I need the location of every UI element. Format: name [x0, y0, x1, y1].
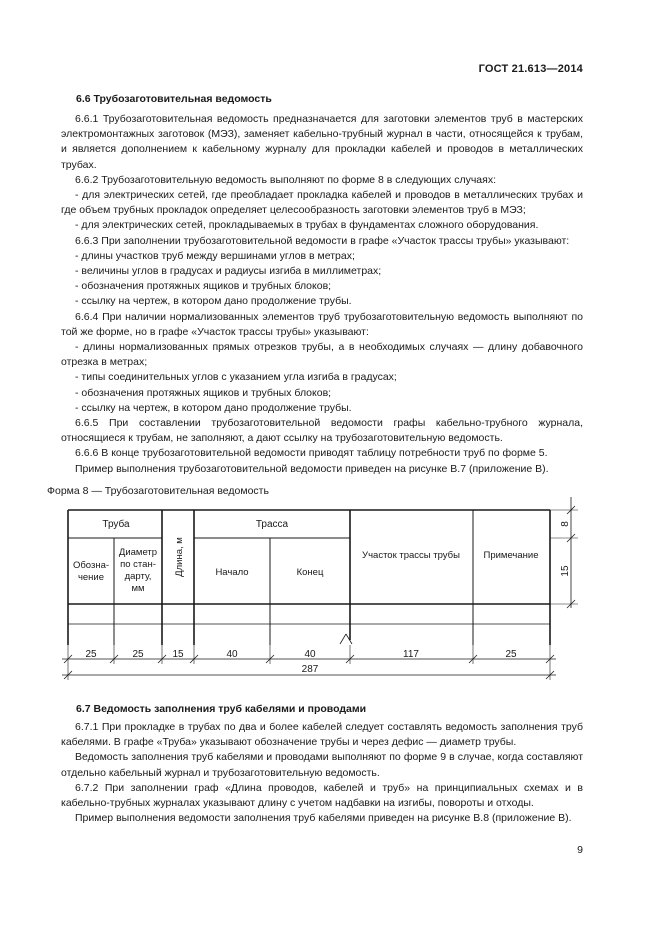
paragraph: - для электрических сетей, где преобладает прокладка кабелей и проводов в металлических трубах и где объем трубных прокладок определяет целесообразность заготовки элементов труб в МЭЗ; — [61, 189, 583, 217]
header-diameter-4: мм — [131, 583, 145, 594]
paragraph: 6.6.5 При составлении трубозаготовительной ведомости графы кабельно-трубного журнала, относящиеся к трубам, не заполняют, а дают ссылку на трубозаготовительную ведомость. — [61, 417, 583, 445]
header-start: Начало — [215, 567, 249, 578]
paragraph: 6.6.2 Трубозаготовительную ведомость выполняют по форме 8 в следующих случаях: — [75, 173, 497, 186]
section-6-6-title: 6.6 Трубозаготовительная ведомость — [76, 93, 272, 105]
paragraph: - ссылку на чертеж, в котором дано продолжение трубы. — [75, 295, 352, 308]
header-segment: Участок трассы трубы — [362, 550, 460, 561]
paragraph: 6.6.1 Трубозаготовительная ведомость предназначается для заготовки элементов труб в мастерских электромонтажных заготовок (МЭЗ), заменяет кабельно-трубный журнал в части, относящейся к трубам, и является дополнением к кабельному журналу для прокладки кабелей и проводов в металлических трубах. — [61, 113, 583, 171]
page-number: 9 — [577, 844, 583, 856]
header-pipe: Труба — [102, 519, 130, 530]
dim-total-width: 287 — [301, 664, 319, 675]
paragraph: 6.7.2 При заполнении граф «Длина проводов, кабелей и труб» на принципиальных схемах и в кабельно-трубных журналах указывают длину с учетом надбавки на изгибы, повороты и отходы. — [61, 781, 583, 810]
paragraph: - ссылку на чертеж, в котором дано продолжение трубы. — [75, 401, 352, 414]
document-header: ГОСТ 21.613—2014 — [478, 63, 583, 75]
header-diameter-3: дарту, — [124, 571, 152, 582]
paragraph: - обозначения протяжных ящиков и трубных блоков; — [75, 386, 332, 399]
header-note: Примечание — [483, 550, 539, 561]
header-length: Длина, м — [174, 537, 185, 577]
header-diameter-1: Диаметр — [118, 547, 158, 558]
paragraph: Пример выполнения трубозаготовительной ведомости приведен на рисунке В.7 (приложение В). — [75, 462, 549, 475]
header-diameter-2: по стан- — [120, 559, 156, 570]
paragraph: - длины нормализованных прямых отрезков трубы, а в необходимых случаях — длину добавочного отрезка в метрах; — [61, 341, 583, 369]
form-8-caption: Форма 8 — Трубозаготовительная ведомость — [47, 485, 269, 497]
dim-row-height-2: 15 — [560, 565, 571, 577]
dim-width-6: 117 — [403, 649, 419, 660]
section-6-7-body — [61, 720, 583, 826]
header-designation-1: Обозна- — [72, 560, 110, 571]
paragraph: - для электрических сетей, прокладываемых в трубах в фундаментах сложного оборудования. — [75, 219, 539, 232]
header-end: Конец — [296, 567, 324, 578]
dim-width-4: 40 — [226, 649, 238, 660]
header-designation-2: чение — [77, 572, 105, 583]
dim-width-7: 25 — [505, 649, 517, 660]
paragraph: 6.6.6 В конце трубозаготовительной ведомости приводят таблицу потребности труб по форме 5. — [75, 447, 548, 460]
paragraph: - типы соединительных углов с указанием угла изгиба в градусах; — [75, 371, 397, 384]
dim-width-1: 25 — [85, 649, 97, 660]
paragraph: - длины участков труб между вершинами углов в метрах; — [75, 249, 355, 262]
paragraph: - обозначения протяжных ящиков и трубных блоков; — [75, 280, 332, 293]
paragraph: Пример выполнения ведомости заполнения труб кабелями приведен на рисунке В.8 (приложение В). — [75, 812, 572, 825]
dim-width-3: 15 — [172, 649, 184, 660]
paragraph: 6.6.4 При наличии нормализованных элементов труб трубозаготовительную ведомость выполняют по той же форме, но в графе «Участок трассы трубы» указывают: — [61, 310, 583, 338]
dim-width-5: 40 — [304, 649, 316, 660]
paragraph: - величины углов в градусах и радиусы изгиба в миллиметрах; — [75, 265, 382, 278]
paragraph: 6.6.3 При заполнении трубозаготовительной ведомости в графе «Участок трассы трубы» указывают: — [75, 234, 570, 247]
dim-width-2: 25 — [132, 649, 144, 660]
dim-row-height-1: 8 — [560, 521, 571, 527]
paragraph: Ведомость заполнения труб кабелями и проводами выполняют по форме 9 в случае, когда составляют отдельно кабельный журнал и трубозаготовительную ведомость. — [61, 751, 583, 779]
header-route: Трасса — [255, 519, 289, 530]
section-6-7-title: 6.7 Ведомость заполнения труб кабелями и проводами — [76, 703, 367, 715]
paragraph: 6.7.1 При прокладке в трубах по два и более кабелей следует составлять ведомость заполнения труб кабелями. В графе «Труба» указывают обозначение трубы и через дефис — диаметр трубы. — [61, 721, 583, 749]
